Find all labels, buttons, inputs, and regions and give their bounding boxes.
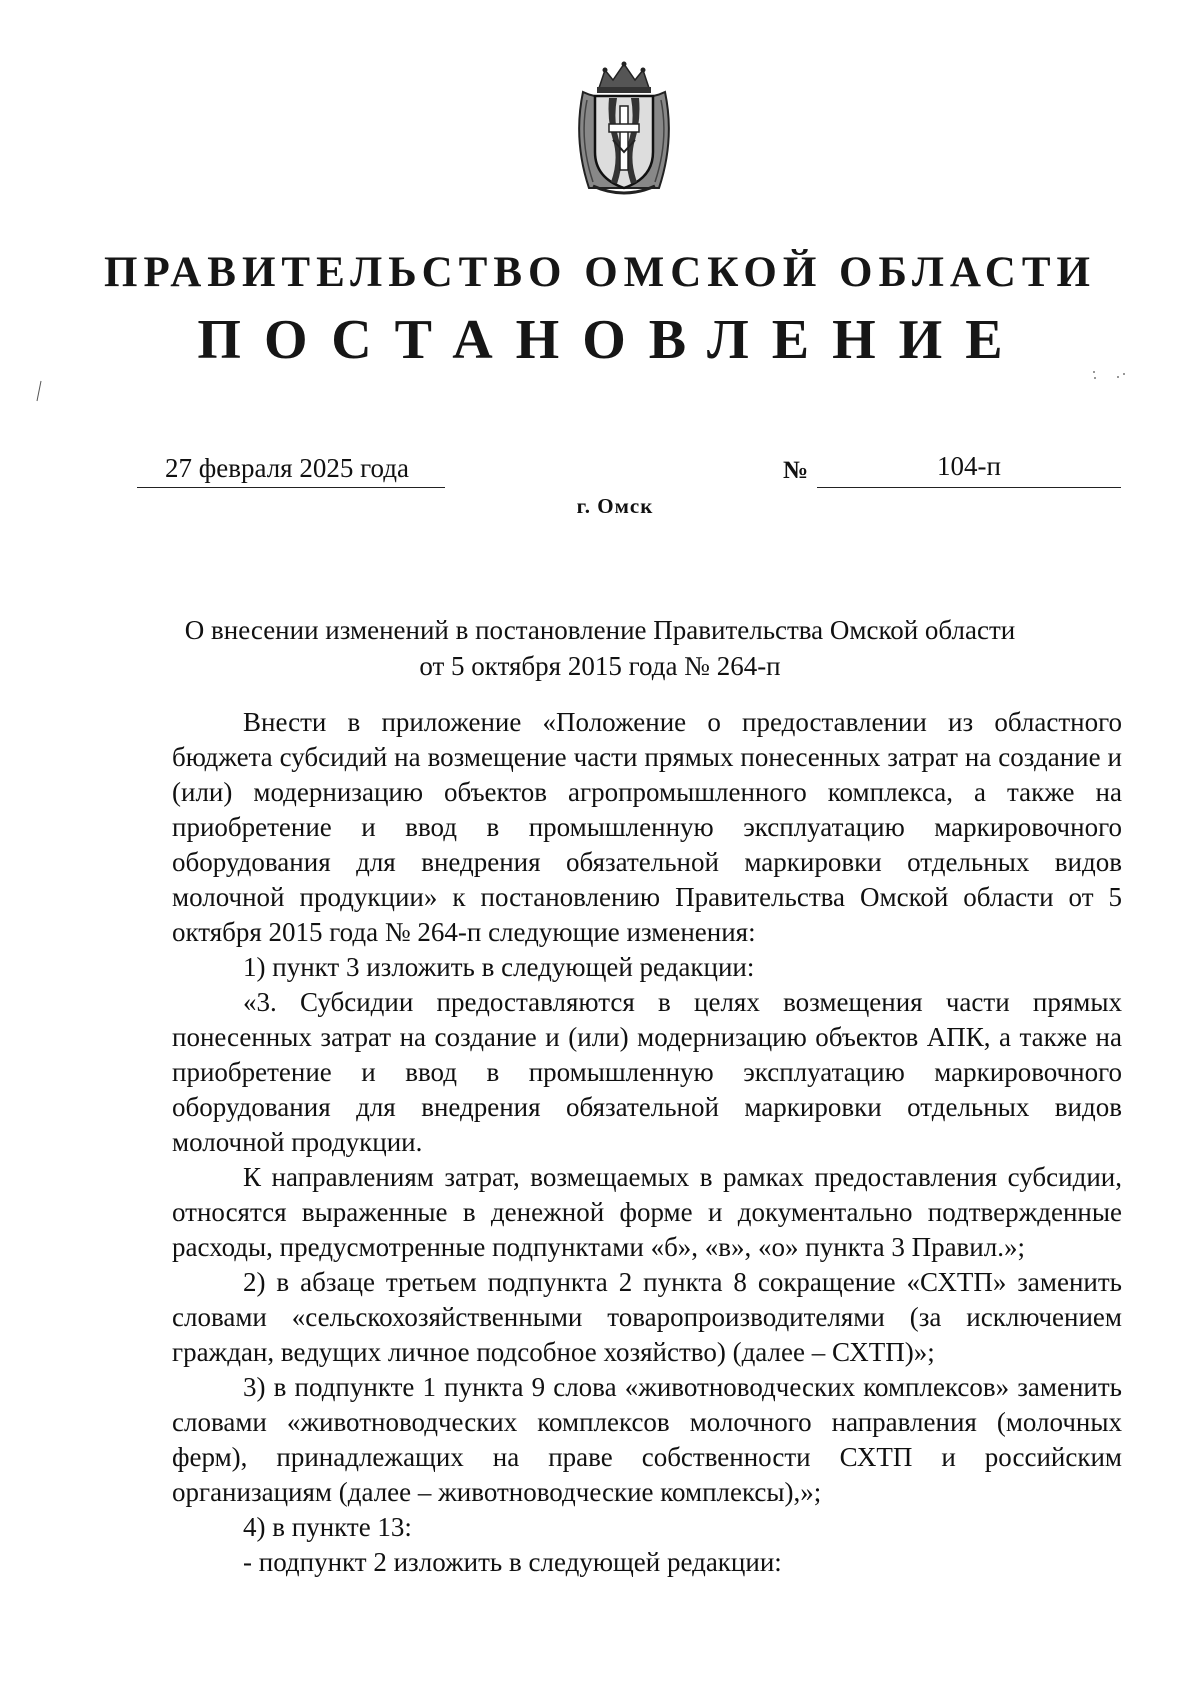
body-paragraph: «3. Субсидии предоставляются в целях возмещения части прямых понесенных затрат на создание и (или) модернизацию объектов АПК, а также на приобретение и ввод в промышленную эксплуатацию маркировочного оборудования для внедрения обязательной маркировки отдельных видов молочной продукции. bbox=[172, 987, 1122, 1157]
document-number: 104-п bbox=[937, 451, 1001, 481]
document-subject bbox=[0, 612, 1200, 684]
body-paragraph: Внести в приложение «Положение о предоставлении из областного бюджета субсидий на возмещение части прямых понесенных затрат на создание и (или) модернизацию объектов агропромышленного комплекса, а также на приобретение и ввод в промышленную эксплуатацию маркировочного оборудования для внедрения обязательной маркировки отдельных видов молочной продукции» к постановлению Правительства Омской области от 5 октября 2015 года № 264-п следующие изменения: bbox=[172, 707, 1122, 947]
body-paragraph: 1) пункт 3 изложить в следующей редакции: bbox=[243, 952, 755, 982]
scan-artifact-dots bbox=[1090, 368, 1130, 382]
document-type-title: ПОСТАНОВЛЕНИЕ bbox=[197, 309, 1026, 371]
document-body bbox=[172, 705, 1122, 1580]
city-name: г. Омск bbox=[576, 494, 654, 518]
scan-artifact-mark bbox=[36, 380, 42, 402]
body-paragraph: 3) в подпункте 1 пункта 9 слова «животноводческих комплексов» заменить словами «животноводческих комплексов молочного направления (молочных ферм), принадлежащих на праве собственности СХТП и российским организациям (далее – животноводческие комплексы),»; bbox=[172, 1372, 1122, 1507]
body-paragraph: 2) в абзаце третьем подпункта 2 пункта 8 сокращение «СХТП» заменить словами «сельскохозяйственными товаропроизводителями (за исключением граждан, ведущих личное подсобное хозяйство) (далее – СХТП)»; bbox=[172, 1267, 1122, 1367]
body-paragraph: 4) в пункте 13: bbox=[243, 1512, 412, 1542]
subject-line-2: от 5 октября 2015 года № 264-п bbox=[419, 651, 781, 681]
document-date: 27 февраля 2025 года bbox=[165, 453, 409, 483]
date-field bbox=[137, 447, 445, 488]
number-sign: № bbox=[783, 457, 809, 484]
coat-of-arms-omsk-region-icon bbox=[569, 60, 679, 200]
organization-name: ПРАВИТЕЛЬСТВО ОМСКОЙ ОБЛАСТИ bbox=[104, 249, 1096, 296]
body-paragraph: К направлениям затрат, возмещаемых в рамках предоставления субсидии, относятся выраженные в денежной форме и документально подтвержденные расходы, предусмотренные подпунктами «б», «в», «о» пункта 3 Правил.»; bbox=[172, 1162, 1122, 1262]
number-field bbox=[817, 447, 1121, 488]
subject-line-1: О внесении изменений в постановление Правительства Омской области bbox=[184, 615, 1016, 645]
body-paragraph: - подпункт 2 изложить в следующей редакции: bbox=[243, 1547, 782, 1577]
